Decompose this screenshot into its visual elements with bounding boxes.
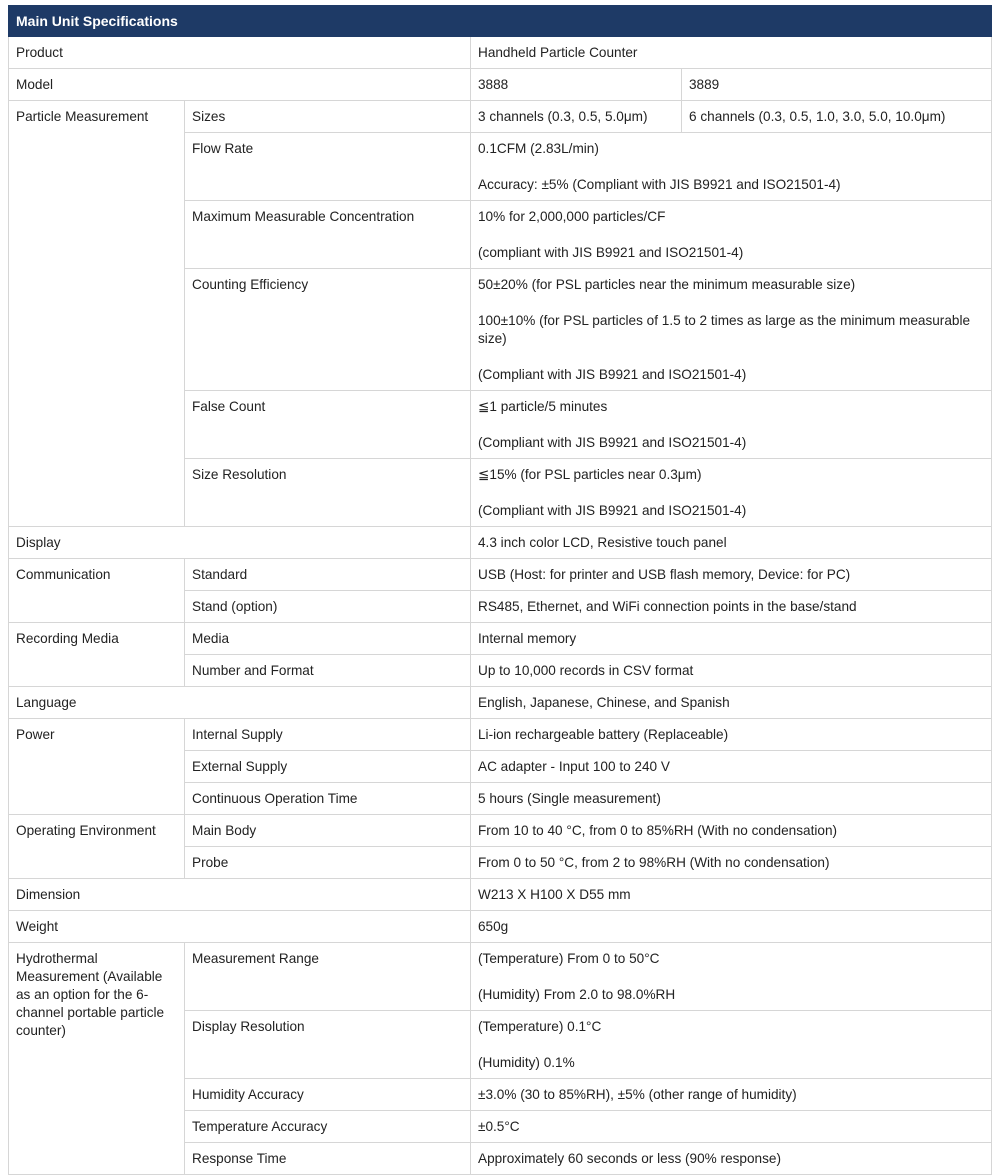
- product-value: Handheld Particle Counter: [471, 37, 992, 69]
- dimension-value: W213 X H100 X D55 mm: [471, 879, 992, 911]
- media-label: Media: [185, 623, 471, 655]
- internal-supply-label: Internal Supply: [185, 719, 471, 751]
- max-concentration-label: Maximum Measurable Concentration: [185, 201, 471, 269]
- flow-rate-accuracy: Accuracy: ±5% (Compliant with JIS B9921 and ISO21501-4): [478, 177, 841, 192]
- table-row: [9, 879, 992, 911]
- table-row: [9, 69, 992, 101]
- size-resolution-label: Size Resolution: [185, 459, 471, 527]
- weight-label: Weight: [9, 911, 471, 943]
- measurement-range-temperature: (Temperature) From 0 to 50°C: [478, 951, 660, 966]
- measurement-range-value: [471, 943, 992, 1011]
- display-resolution-value: [471, 1011, 992, 1079]
- temperature-accuracy-label: Temperature Accuracy: [185, 1111, 471, 1143]
- display-resolution-humidity: (Humidity) 0.1%: [478, 1055, 575, 1070]
- dimension-label: Dimension: [9, 879, 471, 911]
- continuous-operation-label: Continuous Operation Time: [185, 783, 471, 815]
- display-label: Display: [9, 527, 471, 559]
- probe-label: Probe: [185, 847, 471, 879]
- measurement-range-humidity: (Humidity) From 2.0 to 98.0%RH: [478, 987, 676, 1002]
- comm-stand-label: Stand (option): [185, 591, 471, 623]
- table-row: [9, 815, 992, 847]
- table-row: [9, 527, 992, 559]
- weight-value: 650g: [471, 911, 992, 943]
- size-resolution-value: [471, 459, 992, 527]
- humidity-accuracy-value: ±3.0% (30 to 85%RH), ±5% (other range of humidity): [471, 1079, 992, 1111]
- table-row: [9, 719, 992, 751]
- specifications-table-wrapper: [8, 5, 991, 1175]
- model-value-a: 3888: [471, 69, 682, 101]
- media-value: Internal memory: [471, 623, 992, 655]
- model-value-b: 3889: [682, 69, 992, 101]
- hydrothermal-label: Hydrothermal Measurement (Available as an option for the 6-channel portable particle counter): [9, 943, 185, 1175]
- temperature-accuracy-value: ±0.5°C: [471, 1111, 992, 1143]
- sizes-value-b: 6 channels (0.3, 0.5, 1.0, 3.0, 5.0, 10.0μm): [682, 101, 992, 133]
- external-supply-label: External Supply: [185, 751, 471, 783]
- flow-rate-value: [471, 133, 992, 201]
- counting-efficiency-value: [471, 269, 992, 391]
- power-label: Power: [9, 719, 185, 815]
- table-row: [9, 911, 992, 943]
- response-time-value: Approximately 60 seconds or less (90% response): [471, 1143, 992, 1175]
- flow-rate-line: 0.1CFM (2.83L/min): [478, 141, 599, 156]
- size-resolution-line: ≦15% (for PSL particles near 0.3μm): [478, 467, 702, 482]
- humidity-accuracy-label: Humidity Accuracy: [185, 1079, 471, 1111]
- table-row: [9, 687, 992, 719]
- table-row: [9, 37, 992, 69]
- language-value: English, Japanese, Chinese, and Spanish: [471, 687, 992, 719]
- size-resolution-compliance: (Compliant with JIS B9921 and ISO21501-4): [478, 503, 747, 518]
- language-label: Language: [9, 687, 471, 719]
- recording-media-label: Recording Media: [9, 623, 185, 687]
- operating-environment-label: Operating Environment: [9, 815, 185, 879]
- internal-supply-value: Li-ion rechargeable battery (Replaceable): [471, 719, 992, 751]
- comm-stand-value: RS485, Ethernet, and WiFi connection points in the base/stand: [471, 591, 992, 623]
- counting-efficiency-compliance: (Compliant with JIS B9921 and ISO21501-4): [478, 367, 747, 382]
- display-resolution-temperature: (Temperature) 0.1°C: [478, 1019, 602, 1034]
- product-label: Product: [9, 37, 471, 69]
- sizes-value-a: 3 channels (0.3, 0.5, 5.0μm): [471, 101, 682, 133]
- external-supply-value: AC adapter - Input 100 to 240 V: [471, 751, 992, 783]
- display-value: 4.3 inch color LCD, Resistive touch panel: [471, 527, 992, 559]
- number-format-value: Up to 10,000 records in CSV format: [471, 655, 992, 687]
- display-resolution-label: Display Resolution: [185, 1011, 471, 1079]
- false-count-line: ≦1 particle/5 minutes: [478, 399, 608, 414]
- sizes-label: Sizes: [185, 101, 471, 133]
- main-body-value: From 10 to 40 °C, from 0 to 85%RH (With no condensation): [471, 815, 992, 847]
- max-concentration-line: 10% for 2,000,000 particles/CF: [478, 209, 666, 224]
- measurement-range-label: Measurement Range: [185, 943, 471, 1011]
- comm-standard-label: Standard: [185, 559, 471, 591]
- model-label: Model: [9, 69, 471, 101]
- false-count-label: False Count: [185, 391, 471, 459]
- false-count-compliance: (Compliant with JIS B9921 and ISO21501-4): [478, 435, 747, 450]
- flow-rate-label: Flow Rate: [185, 133, 471, 201]
- table-row: [9, 101, 992, 133]
- response-time-label: Response Time: [185, 1143, 471, 1175]
- counting-efficiency-line-2: 100±10% (for PSL particles of 1.5 to 2 times as large as the minimum measurable size): [478, 313, 971, 346]
- number-format-label: Number and Format: [185, 655, 471, 687]
- counting-efficiency-line-1: 50±20% (for PSL particles near the minimum measurable size): [478, 277, 856, 292]
- comm-standard-value: USB (Host: for printer and USB flash memory, Device: for PC): [471, 559, 992, 591]
- false-count-value: [471, 391, 992, 459]
- table-row: [9, 623, 992, 655]
- max-concentration-compliance: (compliant with JIS B9921 and ISO21501-4): [478, 245, 744, 260]
- specifications-table: [8, 5, 992, 1175]
- main-body-label: Main Body: [185, 815, 471, 847]
- counting-efficiency-label: Counting Efficiency: [185, 269, 471, 391]
- table-title: Main Unit Specifications: [9, 6, 992, 37]
- communication-label: Communication: [9, 559, 185, 623]
- probe-value: From 0 to 50 °C, from 2 to 98%RH (With no condensation): [471, 847, 992, 879]
- table-row: [9, 943, 992, 1011]
- max-concentration-value: [471, 201, 992, 269]
- particle-measurement-label: Particle Measurement: [9, 101, 185, 527]
- table-row: [9, 559, 992, 591]
- continuous-operation-value: 5 hours (Single measurement): [471, 783, 992, 815]
